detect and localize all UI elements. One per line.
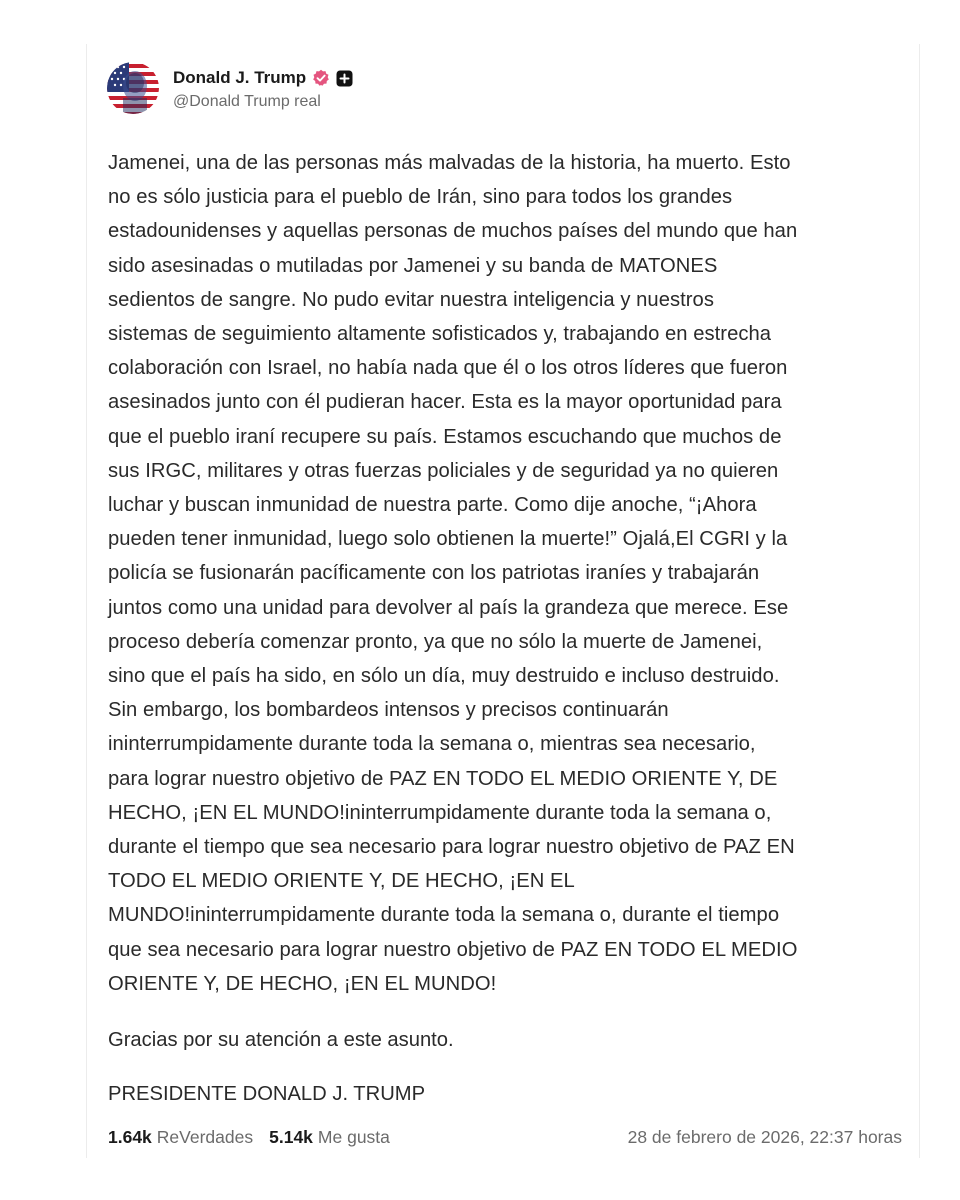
author-info [173,65,353,111]
reposts-stat[interactable] [108,1127,253,1148]
likes-stat[interactable] [269,1127,390,1148]
post-header [107,62,353,114]
plus-square-icon[interactable] [336,70,353,87]
post-body-line: sido asesinadas o mutiladas por Jamenei y su banda de MATONES [108,254,718,277]
likes-count: 5.14k [269,1126,313,1147]
likes-label: Me gusta [317,1126,390,1147]
post-body-line: estadounidenses y aquellas personas de muchos países del mundo que han [108,220,798,243]
post-body-line: no es sólo justicia para el pueblo de Irán, sino para todos los grandes [108,186,733,209]
post-body-line: sino que el país ha sido, en sólo un día, muy destruido e incluso destruido. [108,665,780,688]
post-body-line: policía se fusionarán pacíficamente con los patriotas iraníes y trabajarán [108,562,760,585]
reposts-count: 1.64k [108,1126,152,1147]
reposts-label: ReVerdades [156,1126,254,1147]
post-body-line: que sea necesario para lograr nuestro objetivo de PAZ EN TODO EL MEDIO [108,938,798,961]
post-body-line: HECHO, ¡EN EL MUNDO!ininterrumpidamente durante toda la semana o, [108,801,772,824]
post-body-line: pueden tener inmunidad, luego solo obtienen la muerte!” Ojalá,El CGRI y la [108,528,788,551]
post-body-line: asesinados junto con él pudieran hacer. Esta es la mayor oportunidad para [108,391,782,414]
post-body-line: TODO EL MEDIO ORIENTE Y, DE HECHO, ¡EN EL [108,870,575,893]
post-body-line: Jamenei, una de las personas más malvadas de la historia, ha muerto. Esto [108,152,791,174]
post-body-line: colaboración con Israel, no había nada que él o los otros líderes que fueron [108,357,788,380]
post-body-line: sedientos de sangre. No pudo evitar nuestra inteligencia y nuestros [108,288,714,311]
post-card [86,44,920,1158]
post-footer [108,1124,902,1150]
post-timestamp[interactable]: 28 de febrero de 2026, 22:37 horas [627,1126,902,1147]
post-body-line: durante el tiempo que sea necesario para lograr nuestro objetivo de PAZ EN [108,836,795,859]
verified-badge-icon [312,69,330,87]
post-body-line: proceso debería comenzar pronto, ya que no sólo la muerte de Jamenei, [108,630,763,653]
post-body-line: MUNDO!ininterrumpidamente durante toda la semana o, durante el tiempo [108,904,780,927]
post-body [108,146,908,1001]
author-handle[interactable]: @Donald Trump real [173,93,321,110]
post-body-line: juntos como una unidad para devolver al país la grandeza que merece. Ese [108,596,789,619]
flag-portrait-avatar[interactable] [107,62,159,114]
author-display-name[interactable]: Donald J. Trump [173,68,307,87]
post-body-line: para lograr nuestro objetivo de PAZ EN TODO EL MEDIO ORIENTE Y, DE [108,767,778,790]
post-closing-line: Gracias por su atención a este asunto. [108,1029,454,1051]
post-body-line: ininterrumpidamente durante toda la semana o, mientras sea necesario, [108,733,756,756]
post-signature: PRESIDENTE DONALD J. TRUMP [108,1083,426,1105]
post-body-line: sistemas de seguimiento altamente sofisticados y, trabajando en estrecha [108,323,772,346]
post-body-line: Sin embargo, los bombardeos intensos y precisos continuarán [108,699,669,722]
post-body-line: luchar y buscan inmunidad de nuestra parte. Como dije anoche, “¡Ahora [108,494,757,517]
post-body-line: sus IRGC, militares y otras fuerzas policiales y de seguridad ya no quieren [108,459,779,482]
post-body-line: ORIENTE Y, DE HECHO, ¡EN EL MUNDO! [108,972,497,995]
author-name-row [173,65,353,91]
post-body-line: que el pueblo iraní recupere su país. Estamos escuchando que muchos de [108,425,782,448]
